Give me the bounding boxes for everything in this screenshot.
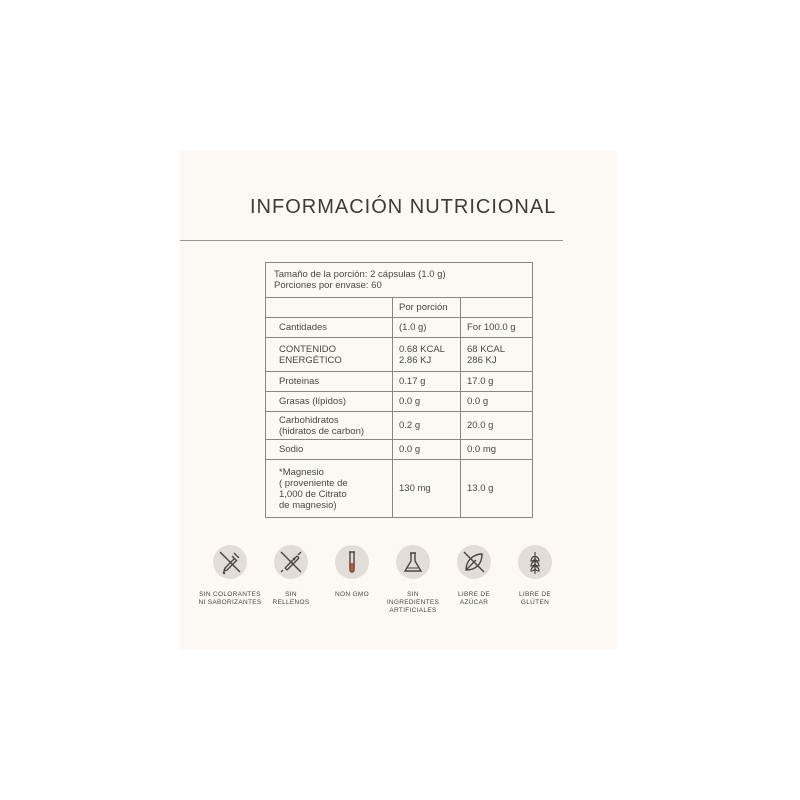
servings-per-container: Porciones por envase: 60 — [274, 280, 382, 291]
badge-label — [256, 591, 326, 607]
row-label-line: (hidratos de carbon) — [279, 425, 365, 437]
serving-size: Tamaño de la porción: 2 cápsulas (1.0 g) — [274, 269, 446, 280]
column-header-per-serving: Por porción — [393, 298, 461, 318]
syringe-crossed-icon — [273, 544, 309, 580]
per-serving-value-line: 130 mg — [399, 483, 431, 494]
badge-label-line: NI SABORIZANTES — [198, 599, 262, 606]
table-row — [266, 392, 533, 412]
per-100g-value — [461, 372, 533, 392]
page-title: INFORMACIÓN NUTRICIONAL — [250, 196, 557, 218]
row-label-line: Cantidades — [279, 322, 328, 333]
nutrition-table — [265, 262, 533, 518]
per-serving-value — [393, 412, 461, 440]
per-serving-value-line: 0.0 g — [399, 444, 421, 455]
per-serving-value — [393, 338, 461, 372]
per-serving-value — [393, 460, 461, 518]
table-row — [266, 338, 533, 372]
per-100g-value-line: 286 KJ — [467, 354, 497, 366]
title-divider — [180, 240, 563, 241]
header-empty-cell — [266, 298, 393, 318]
badge-label — [195, 591, 265, 607]
row-label — [266, 338, 393, 372]
per-serving-value-line: 2.86 KJ — [399, 354, 432, 366]
per-serving-value-line: (1.0 g) — [399, 322, 427, 333]
badge-label-line: AZÚCAR — [459, 599, 489, 606]
per-100g-value-line: 13.0 g — [467, 483, 494, 494]
test-tube-icon — [334, 544, 370, 580]
row-label-line: Carbohidratos — [279, 414, 339, 426]
row-label-line: Proteinas — [279, 376, 320, 387]
badge-item — [378, 544, 448, 615]
row-label — [266, 412, 393, 440]
per-100g-value — [461, 460, 533, 518]
row-label-line: ENERGÉTICO — [279, 354, 342, 366]
row-label — [266, 372, 393, 392]
badge-label-line: RELLENOS — [272, 599, 310, 606]
per-serving-value — [393, 372, 461, 392]
badge-label-line: INGREDIENTES — [386, 599, 440, 606]
badge-item — [317, 544, 387, 599]
badge-label-line: NON GMO — [335, 591, 369, 598]
badge-label-line: ARTIFICIALES — [389, 607, 437, 614]
badge-label-line: SIN — [407, 591, 419, 598]
row-label-line: CONTENIDO — [279, 343, 336, 355]
per-100g-value — [461, 412, 533, 440]
per-100g-value-line: 0.0 g — [467, 396, 489, 407]
per-serving-value-line: 0.68 KCAL — [399, 343, 445, 355]
dropper-crossed-icon — [212, 544, 248, 580]
per-100g-value — [461, 392, 533, 412]
row-label-line: *Magnesio — [279, 466, 324, 478]
table-row — [266, 318, 533, 338]
row-label — [266, 440, 393, 460]
row-label-line: de magnesio) — [279, 499, 337, 511]
table-row — [266, 412, 533, 440]
badges-row — [198, 544, 582, 624]
table-row — [266, 460, 533, 518]
per-100g-value-line: 17.0 g — [467, 376, 494, 387]
flask-icon — [395, 544, 431, 580]
badge-label — [439, 591, 509, 607]
row-label-line: 1,000 de Citrato — [279, 488, 347, 500]
per-100g-value-line: 68 KCAL — [467, 343, 506, 355]
badge-label — [378, 591, 448, 615]
wheat-icon — [517, 544, 553, 580]
badge-item — [439, 544, 509, 607]
per-serving-value-line: 0.2 g — [399, 420, 421, 431]
per-serving-value — [393, 440, 461, 460]
row-label — [266, 318, 393, 338]
per-100g-value — [461, 338, 533, 372]
table-row — [266, 372, 533, 392]
badge-label-line: GLÚTEN — [520, 599, 550, 606]
row-label-line: Sodio — [279, 444, 304, 455]
serving-info — [266, 263, 533, 298]
badge-item — [500, 544, 570, 607]
per-100g-value — [461, 440, 533, 460]
badge-label-line: LIBRE DE — [457, 591, 491, 598]
table-row — [266, 440, 533, 460]
badge-label — [317, 591, 387, 599]
badge-label-line: LIBRE DE — [518, 591, 552, 598]
per-100g-value-line: 0.0 mg — [467, 444, 497, 455]
badge-item — [256, 544, 326, 607]
per-100g-value-line: 20.0 g — [467, 420, 494, 431]
per-serving-value-line: 0.0 g — [399, 396, 421, 407]
leaf-crossed-icon — [456, 544, 492, 580]
badge-label-line: SIN — [285, 591, 297, 598]
per-serving-value — [393, 318, 461, 338]
per-serving-value-line: 0.17 g — [399, 376, 426, 387]
badge-item — [195, 544, 265, 607]
header-empty-cell — [461, 298, 533, 318]
per-serving-value — [393, 392, 461, 412]
per-100g-value — [461, 318, 533, 338]
per-100g-value-line: For 100.0 g — [467, 322, 516, 333]
row-label-line: ( proveniente de — [279, 477, 348, 489]
row-label — [266, 460, 393, 518]
badge-label — [500, 591, 570, 607]
row-label — [266, 392, 393, 412]
row-label-line: Grasas (lípidos) — [279, 396, 347, 407]
badge-label-line: SIN COLORANTES — [199, 591, 261, 598]
